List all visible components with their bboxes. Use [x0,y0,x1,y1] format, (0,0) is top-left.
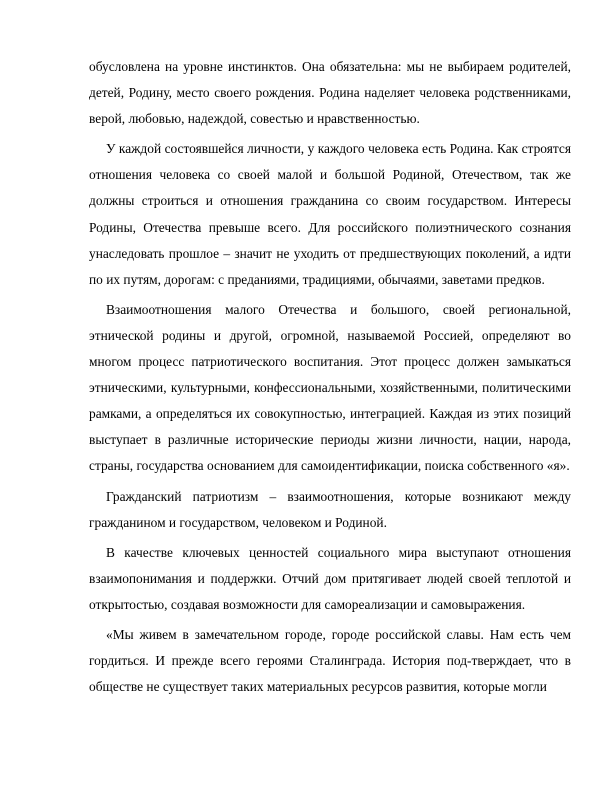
paragraph-2: У каждой состоявшейся личности, у каждого человека есть Родина. Как строятся отношения человека со своей малой и большой Родиной, Отечеством, так же должны строиться и отношения гражданина со своим государством. Интересы Родины, Отечества превыше всего. Для российского полиэтнического сознания унаследовать прошлое – значит не уходить от предшествующих поколений, а идти по их путям, дорогам: с преданиями, традициями, обычаями, заветами предков. [89,141,571,287]
paragraph-5: В качестве ключевых ценностей социального мира выступают отношения взаимопонимания и поддержки. Отчий дом притягивает людей своей теплотой и открытостью, создавая возможности для самореализации и самовыражения. [89,544,571,612]
paragraph-6: «Мы живем в замечательном городе, городе российской славы. Нам есть чем гордиться. И прежде всего героями Сталинграда. История под-тверждает, что в обществе не существует таких материальных ресурсов развития, которые могли [89,626,571,695]
paragraph-3: Взаимоотношения малого Отечества и большого, своей региональной, этнической родины и другой, огромной, называемой Россией, определяют во многом процесс патриотического воспитания. Этот процесс должен замыкаться этническими, культурными, конфессиональными, хозяйственными, политическими рамками, а определяться их совокупностью, интеграцией. Каждая из этих позиций выступает в различные исторические периоды жизни личности, нации, народа, страны, государства основанием для самоидентификации, поиска собственного «я». [89,301,571,474]
document-page [89,54,571,704]
paragraph-4: Гражданский патриотизм – взаимоотношения, которые возникают между гражданином и государством, человеком и Родиной. [89,488,571,530]
paragraph-1: обусловлена на уровне инстинктов. Она обязательна: мы не выбираем родителей, детей, Родину, место своего рождения. Родина наделяет человека родственниками, верой, любовью, надеждой, совестью и нравственностью. [89,59,571,127]
